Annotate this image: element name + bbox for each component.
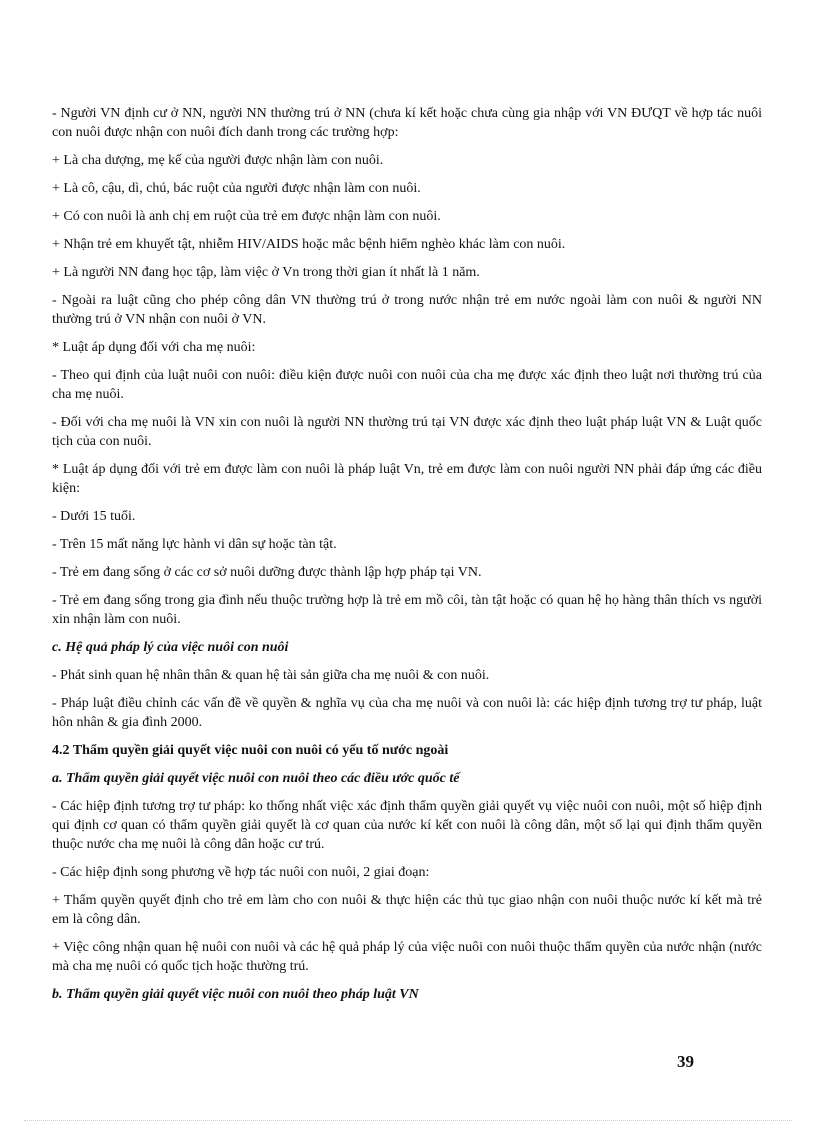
paragraph: + Có con nuôi là anh chị em ruột của trẻ em được nhận làm con nuôi. bbox=[52, 209, 441, 224]
document-body bbox=[52, 104, 762, 1013]
paragraph: + Thẩm quyền quyết định cho trẻ em làm cho con nuôi & thực hiện các thủ tục giao nhận con nuôi thuộc nước kí kết mà trẻ em là công dân. bbox=[52, 893, 762, 927]
paragraph: - Trẻ em đang sống trong gia đình nếu thuộc trường hợp là trẻ em mồ côi, tàn tật hoặc có quan hệ họ hàng thân thích vs người xin nhận làm con nuôi. bbox=[52, 593, 762, 627]
paragraph: + Là người NN đang học tập, làm việc ở Vn trong thời gian ít nhất là 1 năm. bbox=[52, 265, 480, 280]
paragraph: - Pháp luật điều chỉnh các vấn đề về quyền & nghĩa vụ của cha mẹ nuôi và con nuôi là: các hiệp định tương trợ tư pháp, luật hôn nhân & gia đình 2000. bbox=[52, 696, 762, 730]
page-number: 39 bbox=[677, 1052, 694, 1071]
paragraph: - Trên 15 mất năng lực hành vi dân sự hoặc tàn tật. bbox=[52, 537, 337, 552]
paragraph: - Ngoài ra luật cũng cho phép công dân VN thường trú ở trong nước nhận trẻ em nước ngoài làm con nuôi & người NN thường trú ở VN nhận con nuôi ở VN. bbox=[52, 293, 762, 327]
paragraph: + Việc công nhận quan hệ nuôi con nuôi và các hệ quả pháp lý của việc nuôi con nuôi thuộc thẩm quyền của nước nhận (nước mà cha mẹ nuôi có quốc tịch hoặc thường trú. bbox=[52, 940, 762, 974]
paragraph: + Nhận trẻ em khuyết tật, nhiễm HIV/AIDS hoặc mắc bệnh hiểm nghèo khác làm con nuôi. bbox=[52, 237, 566, 252]
paragraph: - Theo qui định của luật nuôi con nuôi: điều kiện được nuôi con nuôi của cha mẹ được xác định theo luật nơi thường trú của cha mẹ nuôi. bbox=[52, 368, 762, 402]
paragraph: - Các hiệp định tương trợ tư pháp: ko thống nhất việc xác định thẩm quyền giải quyết vụ việc nuôi con nuôi, một số hiệp định qui định cơ quan có thẩm quyền giải quyết là cơ quan của nước kí kết con nuôi là công dân, một số lại qui định thẩm quyền thuộc nước cha mẹ nuôi là công dân hoặc cư trú. bbox=[52, 799, 762, 852]
section-heading: b. Thẩm quyền giải quyết việc nuôi con nuôi theo pháp luật VN bbox=[52, 987, 419, 1002]
paragraph: - Trẻ em đang sống ở các cơ sở nuôi dưỡng được thành lập hợp pháp tại VN. bbox=[52, 565, 482, 580]
paragraph: - Người VN định cư ở NN, người NN thường trú ở NN (chưa kí kết hoặc chưa cùng gia nhập với VN ĐƯQT về hợp tác nuôi con nuôi được nhận con nuôi đích danh trong các trường hợp: bbox=[52, 106, 762, 140]
paragraph: + Là cha dượng, mẹ kế của người được nhận làm con nuôi. bbox=[52, 153, 384, 168]
paragraph: - Các hiệp định song phương về hợp tác nuôi con nuôi, 2 giai đoạn: bbox=[52, 865, 430, 880]
paragraph: - Dưới 15 tuổi. bbox=[52, 509, 136, 524]
paragraph: - Đối với cha mẹ nuôi là VN xin con nuôi là người NN thường trú tại VN được xác định theo luật pháp luật VN & Luật quốc tịch của con nuôi. bbox=[52, 415, 762, 449]
page-bottom-rule bbox=[24, 1120, 792, 1121]
paragraph: + Là cô, cậu, dì, chú, bác ruột của người được nhận làm con nuôi. bbox=[52, 181, 421, 196]
paragraph: - Phát sinh quan hệ nhân thân & quan hệ tài sản giữa cha mẹ nuôi & con nuôi. bbox=[52, 668, 490, 683]
section-heading: c. Hệ quả pháp lý của việc nuôi con nuôi bbox=[52, 640, 289, 655]
paragraph: * Luật áp dụng đối với cha mẹ nuôi: bbox=[52, 340, 256, 355]
section-heading: 4.2 Thẩm quyền giải quyết việc nuôi con nuôi có yếu tố nước ngoài bbox=[52, 743, 449, 758]
section-heading: a. Thẩm quyền giải quyết việc nuôi con nuôi theo các điều ước quốc tế bbox=[52, 771, 460, 786]
paragraph: * Luật áp dụng đối với trẻ em được làm con nuôi là pháp luật Vn, trẻ em được làm con nuôi người NN phải đáp ứng các điều kiện: bbox=[52, 462, 762, 496]
